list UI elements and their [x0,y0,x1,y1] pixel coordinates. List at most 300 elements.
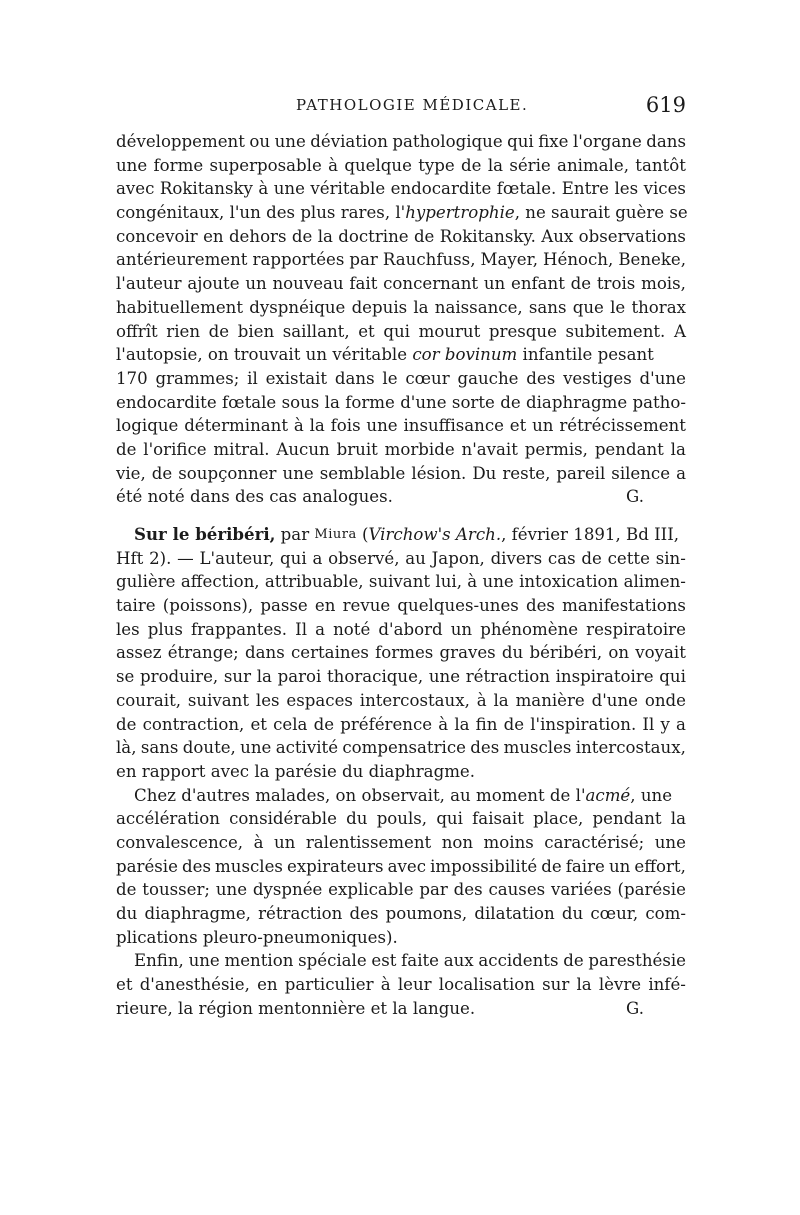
word: poumons, [385,904,468,923]
word: et [509,416,527,436]
text-run: , une [630,785,673,805]
paragraph-beriberi [116,523,686,784]
text-line [116,201,686,225]
running-head [116,93,686,126]
word: cœur [405,368,450,388]
word: fois [330,416,361,436]
text-line [116,462,686,486]
word: nouveau [272,274,344,294]
word: rétraction [465,667,550,687]
word: des [526,368,556,388]
word: silence [611,463,671,483]
word: une [366,416,398,436]
word: enfant [511,274,565,294]
word: de [151,463,173,483]
word: a [312,548,323,568]
text-line [116,878,686,902]
word: vie, [116,463,146,483]
word: causes [488,880,546,900]
word: soupçonner [178,463,277,483]
word: Japon, [431,548,485,568]
word: com- [645,904,686,923]
word: explicable [328,880,414,900]
word: quelque [344,155,412,175]
word: les [614,179,639,199]
word: espaces [286,690,353,710]
word: sous [281,392,320,412]
word: faisait [472,809,524,829]
word: intercostaux, [575,738,686,758]
italic-term: acmé [585,785,631,805]
word: ralentissement [305,832,432,852]
word: rapportées [252,250,345,270]
word: la [576,975,592,995]
word: de [563,951,584,971]
word: au [405,548,426,568]
text-line [116,807,686,831]
text-line [116,926,686,950]
word: expirateurs [287,856,384,876]
text-run: , ne saurait guère se [514,203,688,223]
word: mois, [641,274,686,294]
word: d'anesthésie, [139,975,250,995]
word: muscles [503,738,572,758]
word: du [501,643,524,663]
word: Rokitansky [159,179,253,199]
article-title: Sur le béribéri, [134,524,276,544]
word: on [608,643,630,663]
word: revue [342,596,391,616]
word: étrange; [167,643,239,663]
word: bruit [336,439,378,459]
text-line [116,296,686,320]
word: contraction, [142,714,245,734]
body-text [116,130,686,1020]
text-line [116,414,686,438]
word: Rauchfuss, [382,250,476,270]
word: pouls, [376,809,428,829]
word: qui [659,667,686,687]
word: naissance, [434,297,523,317]
word: fixe [538,132,569,151]
word: déviation [310,132,388,151]
author-signature: G. [626,998,644,1018]
word: qui [507,132,534,151]
word: parésie [116,856,178,876]
word: des [453,880,483,900]
text-line [116,997,686,1021]
word: Hénoch, [543,250,614,270]
word: le [610,297,626,317]
word: Enfin, [134,951,184,971]
word: l'auteur [116,274,182,294]
text-line [116,618,686,642]
word: de [503,714,525,734]
word: une [273,179,305,199]
word: dilatation [474,904,555,923]
word: presque [488,321,557,341]
word: une [482,572,514,592]
word: (poissons), [162,596,254,616]
word: endocardite [116,392,217,412]
word: fœtale [222,392,277,412]
word: la [670,439,686,459]
word: moins [483,832,534,852]
text-line [116,177,686,201]
text-run: , février 1891, Bd III, [501,525,680,544]
word: animale, [557,155,629,175]
word: une [428,667,461,687]
word: thoracique, [327,667,424,687]
word: une [215,880,248,900]
word: avec [387,856,427,876]
word: fin [475,714,498,734]
word: saillant, [282,321,350,341]
word: rétraction [258,904,343,923]
word: véritable [310,179,386,199]
word: non [441,832,474,852]
word: à [476,690,487,710]
word: convalescence, [116,832,244,852]
word: lésion. [411,463,467,483]
word: infé- [648,975,686,995]
text-line [116,784,686,808]
word: bien [237,321,275,341]
word: superposable [209,155,322,175]
text-run: ( [356,525,369,544]
word: patho- [632,392,686,412]
word: forme [153,155,204,175]
word: la [256,667,272,687]
word: endocardite [390,179,492,199]
word: suivant [368,572,431,592]
word: d'abord [378,619,443,639]
text-line [116,949,686,973]
word: qui [436,809,463,829]
word: de [116,714,137,734]
word: le [382,368,398,388]
word: se [116,667,135,687]
word: la [317,226,333,246]
page-number: 619 [645,93,686,117]
word: à [467,572,478,592]
word: la [324,392,340,412]
word: sur [542,975,570,995]
author-signature: G. [626,487,644,507]
word: la [309,416,325,436]
word: une [240,738,272,758]
word: doctrine [338,226,409,246]
word: un [450,619,473,639]
word: L'auteur, [199,548,275,568]
text-line [116,367,686,391]
word: variées [551,880,612,900]
word: manière [515,690,585,710]
word: une [274,132,306,151]
paragraph-hypertrophy [116,130,686,509]
text-line [116,570,686,594]
text-run: l'autopsie, on trouvait un véritable [116,345,413,365]
word: cœur, [590,904,639,923]
word: aux [443,951,474,971]
word: rétrécissement [559,416,686,436]
word: qui [383,321,410,341]
word: des [349,904,379,923]
word: d'une [639,368,686,388]
word: mention [224,951,294,971]
word: la [413,297,429,317]
word: frappantes. [190,619,288,639]
word: ajoute [187,274,240,294]
word: Il [295,619,308,639]
word: à [293,416,304,436]
word: mitral. [213,439,270,459]
word: avec [116,179,155,199]
word: lui, [435,572,462,592]
word: y [660,714,670,734]
word: graves [439,643,496,663]
text-run: plications pleuro-pneumoniques). [116,927,398,947]
word: de [116,439,137,459]
word: offrît [116,321,158,341]
word: des [182,856,211,876]
word: fait [349,274,378,294]
word: des [525,596,555,616]
text-line [116,689,686,713]
word: effort, [634,856,686,876]
word: a [676,463,686,483]
word: permis, [524,439,588,459]
word: par [349,250,378,270]
text-line [116,438,686,462]
word: a [315,619,326,639]
word: suivant [187,690,250,710]
word: Entre [561,179,609,199]
text-line [116,973,686,997]
word: manifestations [562,596,686,616]
word: les [116,619,140,639]
word: certaines [290,643,369,663]
text-line [116,641,686,665]
word: divers [490,548,543,568]
section-gap [116,509,686,523]
italic-term: hypertrophie [405,203,515,223]
word: dans [245,643,285,663]
word: assez [116,643,162,663]
word: ou [249,132,271,151]
word: 2). [149,548,172,568]
word: depuis [351,297,408,317]
word: caractérisé; [544,832,645,852]
word: en [314,596,336,616]
word: (parésie [617,880,686,900]
word: en [203,226,224,246]
word: et [250,714,267,734]
word: a [675,714,686,734]
word: noté [333,619,371,639]
word: localisation [438,975,535,995]
word: de [461,155,482,175]
word: A [673,321,686,341]
word: paroi [277,667,322,687]
word: spéciale [298,951,367,971]
word: lèvre [598,975,642,995]
word: formes [375,643,434,663]
word: accidents [478,951,559,971]
word: vices [643,179,686,199]
word: observé, [328,548,400,568]
word: inspiratoire [555,667,654,687]
word: diaphragme [526,392,628,412]
word: pareil [556,463,606,483]
word: grammes; [155,368,240,388]
word: pendant [594,439,664,459]
paragraph-paresthesia [116,949,686,1020]
word: forme [345,392,395,412]
text-run: été noté dans des cas analogues. [116,487,393,507]
text-run: congénitaux, l'un des plus rares, l' [116,203,406,223]
word: dehors [228,226,287,246]
word: Rokitansky. [439,226,536,246]
word: de [570,274,592,294]
text-line [116,902,686,926]
word: un [483,274,506,294]
word: un [273,832,296,852]
word: concevoir [116,226,198,246]
word: de [313,714,335,734]
word: gauche [457,368,519,388]
word: trois [596,274,636,294]
word: sans [140,738,179,758]
word: place, [533,809,584,829]
word: habituellement [116,297,244,317]
word: de [581,548,602,568]
text-line [116,391,686,415]
word: observations [578,226,686,246]
word: fœtale. [496,179,557,199]
text-line [116,523,686,547]
word: l'orifice [143,439,207,459]
word: onde [644,690,686,710]
word: doute, [182,738,236,758]
word: il [247,368,258,388]
word: reste, [502,463,551,483]
word: une [654,832,686,852]
word: taire [116,596,156,616]
word: Il [642,714,655,734]
text-line [116,154,686,178]
word: dans [646,132,686,151]
word: d'une [591,690,639,710]
word: développement [116,132,245,151]
word: voyait [635,643,686,663]
text-line [116,485,686,509]
word: un [608,856,631,876]
word: — [177,548,194,568]
word: pendant [592,809,662,829]
word: de [208,321,230,341]
word: la [493,690,509,710]
word: affection, [180,572,260,592]
text-run: en rapport avec la parésie du diaphragme. [116,761,476,781]
text-run: par [275,525,315,544]
word: gulière [116,572,176,592]
line-segment [116,201,405,225]
word: préférence [340,714,433,734]
word: et [116,975,133,995]
word: dyspnéique [249,297,346,317]
word: de [116,880,137,900]
word: semblable [319,463,406,483]
text-line [116,594,686,618]
word: à [438,714,449,734]
text-line [116,665,686,689]
word: particulier [284,975,374,995]
word: les [255,690,280,710]
word: plus [147,619,183,639]
word: sur [223,667,252,687]
word: logique [116,416,179,436]
text-line [116,130,686,154]
word: série [509,155,551,175]
text-line [116,225,686,249]
text-line [116,760,686,784]
word: leur [397,975,432,995]
word: faire [565,856,605,876]
text-line [116,831,686,855]
word: de [413,226,435,246]
word: la [670,809,686,829]
word: accélération [116,809,220,829]
word: muscles [215,856,283,876]
word: un [245,274,267,294]
word: faite [401,951,439,971]
word: intercostaux, [359,690,470,710]
word: béribéri, [529,643,603,663]
word: Du [472,463,497,483]
text-run: rieure, la région mentonnière et la langue. [116,998,476,1018]
word: la [454,714,470,734]
word: n'avait [461,439,518,459]
text-line [116,547,686,571]
word: une [188,951,220,971]
word: cela [273,714,308,734]
word: respiratoire [586,619,686,639]
word: en [257,975,278,995]
word: tousser; [142,880,211,900]
journal-name: Virchow's Arch. [368,525,502,544]
word: des [470,738,500,758]
word: du [561,904,584,923]
word: intoxication [519,572,619,592]
word: l'inspiration. [530,714,637,734]
word: phénomène [480,619,579,639]
word: subitement. [565,321,666,341]
word: compensatrice [342,738,466,758]
word: déterminant [184,416,289,436]
word: cette [607,548,650,568]
word: mourut [418,321,481,341]
word: à [328,155,339,175]
word: impossibilité [430,856,538,876]
word: là, [116,738,137,758]
word: vestiges [563,368,632,388]
word: cas [547,548,576,568]
word: activité [275,738,339,758]
running-head-title: PATHOLOGIE MÉDICALE. [296,96,529,114]
word: quelques-unes [397,596,519,616]
word: Aux [541,226,574,246]
